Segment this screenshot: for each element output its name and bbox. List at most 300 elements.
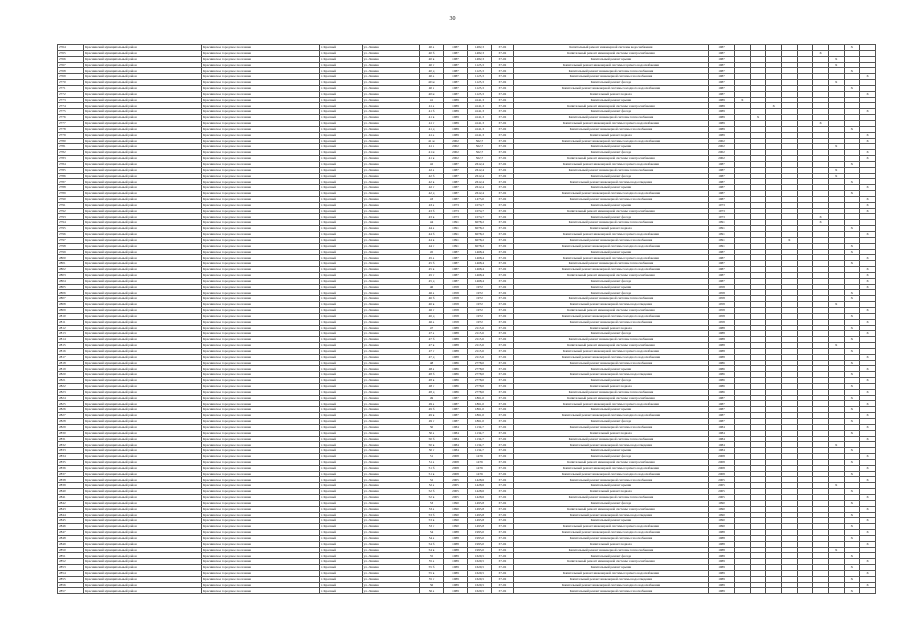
work-type-cell: Капитальный ремонт подвала <box>513 91 708 97</box>
year-cell: 1989 <box>443 565 467 571</box>
work-type-cell: Капитальный ремонт инженерной системы горячего водоснабжения <box>513 524 708 530</box>
row-number: 2784 <box>58 161 84 167</box>
work-type-cell: Капитальный ремонт инженерной системы газоснабжения <box>513 237 708 243</box>
year-cell: 2008 <box>443 471 467 477</box>
area-cell: 6078,2 <box>467 237 491 243</box>
city-cell: г. Красный <box>319 226 362 232</box>
district-cell: Краснинский муниципальный район <box>84 284 202 290</box>
street-cell: ул. Ленина <box>362 588 419 594</box>
city-cell: г. Красный <box>319 331 362 337</box>
street-cell: ул. Ленина <box>362 471 419 477</box>
row-number: 2844 <box>58 512 84 518</box>
district-cell: Краснинский муниципальный район <box>84 255 202 261</box>
street-cell: ул. Ленина <box>362 220 419 226</box>
code-cell: 37-02 <box>491 465 513 471</box>
city-cell: г. Красный <box>319 196 362 202</box>
year-cell: 1984 <box>443 436 467 442</box>
city-cell: г. Красный <box>319 389 362 395</box>
district-cell: Краснинский муниципальный район <box>84 383 202 389</box>
house-cell: 47 <box>420 325 444 331</box>
plan-year-cell: 1987 <box>708 56 734 62</box>
mark-cell: Х <box>844 535 860 541</box>
house-cell: 41 з <box>420 144 444 150</box>
city-cell: г. Красный <box>319 524 362 530</box>
settlement-cell: Краснинское городское поселение <box>201 220 319 226</box>
work-type-cell: Капитальный ремонт инженерной системы водоотведения <box>513 442 708 448</box>
house-cell: 49 г <box>420 419 444 425</box>
settlement-cell: Краснинское городское поселение <box>201 401 319 407</box>
year-cell: 1984 <box>443 430 467 436</box>
work-type-cell: Капитальный ремонт крыши <box>513 565 708 571</box>
house-cell: 51 б <box>420 465 444 471</box>
house-cell: 48 г <box>420 383 444 389</box>
area-cell: 1861,0 <box>467 413 491 419</box>
district-cell: Краснинский муниципальный район <box>84 419 202 425</box>
year-cell: 1988 <box>443 530 467 536</box>
settlement-cell: Краснинское городское поселение <box>201 325 319 331</box>
work-type-cell: Капитальный ремонт инженерной системы теплоснабжения <box>513 167 708 173</box>
street-cell: ул. Ленина <box>362 74 419 80</box>
year-cell: 1990 <box>443 506 467 512</box>
settlement-cell: Краснинское городское поселение <box>201 372 319 378</box>
street-cell: ул. Ленина <box>362 120 419 126</box>
city-cell: г. Красный <box>319 313 362 319</box>
area-cell: 1125,3 <box>467 91 491 97</box>
code-cell: 37-02 <box>491 313 513 319</box>
row-number: 2800 <box>58 255 84 261</box>
street-cell: ул. Ленина <box>362 465 419 471</box>
mark-cell <box>781 588 797 594</box>
code-cell: 37-02 <box>491 383 513 389</box>
district-cell: Краснинский муниципальный район <box>84 465 202 471</box>
area-cell: 4141,3 <box>467 132 491 138</box>
plan-year-cell: 1987 <box>708 267 734 273</box>
code-cell: 37-02 <box>491 454 513 460</box>
house-cell: 53 б <box>420 512 444 518</box>
house-cell: 53 а <box>420 506 444 512</box>
work-type-cell: Капитальный ремонт инженерной системы электроснабжения <box>513 272 708 278</box>
work-type-cell: Капитальный ремонт инженерной системы горячего водоснабжения <box>513 348 708 354</box>
street-cell: ул. Ленина <box>362 267 419 273</box>
settlement-cell: Краснинское городское поселение <box>201 307 319 313</box>
work-type-cell: Капитальный ремонт инженерной системы газоснабжения <box>513 74 708 80</box>
code-cell: 37-02 <box>491 430 513 436</box>
work-type-cell: Капитальный ремонт фасада <box>513 278 708 284</box>
code-cell: 37-02 <box>491 354 513 360</box>
house-cell: 40 а <box>420 45 444 51</box>
plan-year-cell: 1989 <box>708 126 734 132</box>
city-cell: г. Красный <box>319 319 362 325</box>
row-number: 2828 <box>58 419 84 425</box>
work-type-cell: Капитальный ремонт фасада <box>513 553 708 559</box>
settlement-cell: Краснинское городское поселение <box>201 576 319 582</box>
street-cell: ул. Ленина <box>362 144 419 150</box>
row-number: 2781 <box>58 144 84 150</box>
house-cell: 48 д <box>420 389 444 395</box>
mark-cell: Х <box>860 255 876 261</box>
street-cell: ул. Ленина <box>362 50 419 56</box>
mark-cell: Х <box>844 45 860 51</box>
plan-year-cell: 1987 <box>708 255 734 261</box>
street-cell: ул. Ленина <box>362 541 419 547</box>
settlement-cell: Краснинское городское поселение <box>201 226 319 232</box>
settlement-cell: Краснинское городское поселение <box>201 272 319 278</box>
settlement-cell: Краснинское городское поселение <box>201 62 319 68</box>
city-cell: г. Красный <box>319 413 362 419</box>
row-number: 2845 <box>58 518 84 524</box>
city-cell: г. Красный <box>319 290 362 296</box>
plan-year-cell: 1958 <box>708 290 734 296</box>
row-number: 2857 <box>58 588 84 594</box>
district-cell: Краснинский муниципальный район <box>84 541 202 547</box>
code-cell: 37-02 <box>491 179 513 185</box>
area-cell: 1468,4 <box>467 272 491 278</box>
area-cell: 2778,0 <box>467 389 491 395</box>
plan-year-cell: 1987 <box>708 161 734 167</box>
code-cell: 37-02 <box>491 348 513 354</box>
mark-cell: Х <box>813 220 829 226</box>
plan-year-cell: 1989 <box>708 115 734 121</box>
code-cell: 37-02 <box>491 185 513 191</box>
row-number: 2777 <box>58 120 84 126</box>
area-cell: 1972 <box>467 313 491 319</box>
house-cell: 40 б <box>420 50 444 56</box>
house-cell: 46 б <box>420 296 444 302</box>
street-cell: ул. Ленина <box>362 494 419 500</box>
city-cell: г. Красный <box>319 483 362 489</box>
row-number: 2783 <box>58 156 84 162</box>
work-type-cell: Капитальный ремонт инженерной системы теплоснабжения <box>513 337 708 343</box>
city-cell: г. Красный <box>319 208 362 214</box>
district-cell: Краснинский муниципальный район <box>84 45 202 51</box>
plan-year-cell: 1988 <box>708 348 734 354</box>
street-cell: ул. Ленина <box>362 226 419 232</box>
mark-cell: Х <box>860 389 876 395</box>
house-cell: 50 в <box>420 442 444 448</box>
code-cell: 37-02 <box>491 547 513 553</box>
code-cell: 37-02 <box>491 471 513 477</box>
area-cell: 1495,8 <box>467 512 491 518</box>
district-cell: Краснинский муниципальный район <box>84 91 202 97</box>
area-cell: 1428,6 <box>467 477 491 483</box>
plan-year-cell: 1984 <box>708 442 734 448</box>
city-cell: г. Красный <box>319 296 362 302</box>
code-cell: 37-02 <box>491 232 513 238</box>
city-cell: г. Красный <box>319 103 362 109</box>
row-number: 2843 <box>58 506 84 512</box>
area-cell: 6078,2 <box>467 232 491 238</box>
row-number: 2772 <box>58 91 84 97</box>
year-cell: 1989 <box>443 132 467 138</box>
plan-year-cell: 1987 <box>708 191 734 197</box>
year-cell: 2008 <box>443 465 467 471</box>
settlement-cell: Краснинское городское поселение <box>201 120 319 126</box>
area-cell: 1972 <box>467 296 491 302</box>
work-type-cell: Капитальный ремонт инженерной системы горячего водоснабжения <box>513 401 708 407</box>
mark-cell: Х <box>750 115 766 121</box>
district-cell: Краснинский муниципальный район <box>84 413 202 419</box>
row-number: 2838 <box>58 477 84 483</box>
house-cell: 42 в <box>420 179 444 185</box>
row-number: 2782 <box>58 150 84 156</box>
house-cell: 42 д <box>420 191 444 197</box>
settlement-cell: Краснинское городское поселение <box>201 395 319 401</box>
code-cell: 37-02 <box>491 366 513 372</box>
district-cell: Краснинский муниципальный район <box>84 331 202 337</box>
house-cell: 52 а <box>420 483 444 489</box>
row-number: 2852 <box>58 559 84 565</box>
settlement-cell: Краснинское городское поселение <box>201 80 319 86</box>
house-cell: 42 г <box>420 185 444 191</box>
work-type-cell: Капитальный ремонт инженерной системы горячего водоснабжения <box>513 62 708 68</box>
plan-year-cell: 2002 <box>708 138 734 144</box>
year-cell: 1990 <box>443 512 467 518</box>
year-cell: 1987 <box>443 407 467 413</box>
settlement-cell: Краснинское городское поселение <box>201 156 319 162</box>
row-number: 2840 <box>58 489 84 495</box>
settlement-cell: Краснинское городское поселение <box>201 237 319 243</box>
house-cell: 50 г <box>420 448 444 454</box>
house-cell: 41 к <box>420 156 444 162</box>
row-number: 2799 <box>58 249 84 255</box>
year-cell: 1987 <box>443 401 467 407</box>
settlement-cell: Краснинское городское поселение <box>201 144 319 150</box>
street-cell: ул. Ленина <box>362 325 419 331</box>
plan-year-cell: 1989 <box>708 559 734 565</box>
year-cell: 2005 <box>443 483 467 489</box>
work-type-cell: Капитальный ремонт инженерной системы водоотведения <box>513 179 708 185</box>
street-cell: ул. Ленина <box>362 565 419 571</box>
city-cell: г. Красный <box>319 541 362 547</box>
plan-year-cell: 1988 <box>708 331 734 337</box>
street-cell: ул. Ленина <box>362 500 419 506</box>
district-cell: Краснинский муниципальный район <box>84 506 202 512</box>
plan-year-cell: 1988 <box>708 343 734 349</box>
city-cell: г. Красный <box>319 68 362 74</box>
settlement-cell: Краснинское городское поселение <box>201 348 319 354</box>
area-cell: 1482,3 <box>467 45 491 51</box>
work-type-cell: Капитальный ремонт подвала <box>513 430 708 436</box>
plan-year-cell: 1987 <box>708 401 734 407</box>
district-cell: Краснинский муниципальный район <box>84 103 202 109</box>
district-cell: Краснинский муниципальный район <box>84 85 202 91</box>
street-cell: ул. Ленина <box>362 132 419 138</box>
city-cell: г. Красный <box>319 120 362 126</box>
street-cell: ул. Ленина <box>362 547 419 553</box>
row-number: 2786 <box>58 173 84 179</box>
city-cell: г. Красный <box>319 424 362 430</box>
plan-year-cell: 1991 <box>708 237 734 243</box>
settlement-cell: Краснинское городское поселение <box>201 494 319 500</box>
year-cell: 1987 <box>443 56 467 62</box>
row-number: 2768 <box>58 68 84 74</box>
area-cell: 1861,0 <box>467 401 491 407</box>
row-number: 2842 <box>58 500 84 506</box>
district-cell: Краснинский муниципальный район <box>84 191 202 197</box>
year-cell: 1988 <box>443 541 467 547</box>
street-cell: ул. Ленина <box>362 272 419 278</box>
mark-cell: Х <box>860 494 876 500</box>
street-cell: ул. Ленина <box>362 255 419 261</box>
city-cell: г. Красный <box>319 132 362 138</box>
house-cell: 46 г <box>420 307 444 313</box>
settlement-cell: Краснинское городское поселение <box>201 302 319 308</box>
mark-cell: Х <box>781 237 797 243</box>
street-cell: ул. Ленина <box>362 383 419 389</box>
plan-year-cell: 1987 <box>708 272 734 278</box>
work-type-cell: Капитальный ремонт инженерной системы теплоснабжения <box>513 261 708 267</box>
mark-cell: Х <box>860 477 876 483</box>
code-cell: 37-02 <box>491 343 513 349</box>
row-number: 2771 <box>58 85 84 91</box>
city-cell: г. Красный <box>319 471 362 477</box>
city-cell: г. Красный <box>319 109 362 115</box>
year-cell: 1987 <box>443 45 467 51</box>
house-cell: 44 в <box>420 237 444 243</box>
house-cell: 55 в <box>420 570 444 576</box>
city-cell: г. Красный <box>319 500 362 506</box>
area-cell: 1629,5 <box>467 565 491 571</box>
street-cell: ул. Ленина <box>362 313 419 319</box>
mark-cell: Х <box>860 530 876 536</box>
settlement-cell: Краснинское городское поселение <box>201 448 319 454</box>
settlement-cell: Краснинское городское поселение <box>201 243 319 249</box>
plan-year-cell: 1990 <box>708 524 734 530</box>
year-cell: 1984 <box>443 448 467 454</box>
year-cell: 1973 <box>443 214 467 220</box>
work-type-cell: Капитальный ремонт инженерной системы холодного водоснабжения <box>513 85 708 91</box>
row-number: 2846 <box>58 524 84 530</box>
mark-cell: Х <box>860 436 876 442</box>
work-type-cell: Капитальный ремонт инженерной системы горячего водоснабжения <box>513 120 708 126</box>
year-cell: 1987 <box>443 249 467 255</box>
row-number: 2785 <box>58 167 84 173</box>
year-cell: 2002 <box>443 138 467 144</box>
settlement-cell: Краснинское городское поселение <box>201 465 319 471</box>
plan-year-cell: 1988 <box>708 541 734 547</box>
year-cell: 1986 <box>443 378 467 384</box>
street-cell: ул. Ленина <box>362 167 419 173</box>
work-type-cell: Капитальный ремонт инженерной системы холодного водоснабжения <box>513 530 708 536</box>
house-cell: 42 б <box>420 173 444 179</box>
house-cell: 48 б <box>420 372 444 378</box>
settlement-cell: Краснинское городское поселение <box>201 179 319 185</box>
settlement-cell: Краснинское городское поселение <box>201 541 319 547</box>
row-number: 2807 <box>58 296 84 302</box>
year-cell: 1991 <box>443 243 467 249</box>
year-cell: 1958 <box>443 290 467 296</box>
work-type-cell: Капитальный ремонт подвала <box>513 226 708 232</box>
city-cell: г. Красный <box>319 167 362 173</box>
code-cell: 37-02 <box>491 237 513 243</box>
code-cell: 37-02 <box>491 56 513 62</box>
year-cell: 1987 <box>443 50 467 56</box>
house-cell: 47 а <box>420 331 444 337</box>
code-cell: 37-02 <box>491 565 513 571</box>
year-cell: 2002 <box>443 150 467 156</box>
mark-cell: Х <box>844 565 860 571</box>
year-cell: 1973 <box>443 208 467 214</box>
plan-year-cell: 1990 <box>708 518 734 524</box>
district-cell: Краснинский муниципальный район <box>84 407 202 413</box>
settlement-cell: Краснинское городское поселение <box>201 430 319 436</box>
district-cell: Краснинский муниципальный район <box>84 337 202 343</box>
area-cell: 1476 <box>467 465 491 471</box>
work-type-cell: Капитальный ремонт инженерной системы электроснабжения <box>513 156 708 162</box>
area-cell: 1468,4 <box>467 267 491 273</box>
code-cell: 37-02 <box>491 109 513 115</box>
street-cell: ул. Ленина <box>362 582 419 588</box>
city-cell: г. Красный <box>319 454 362 460</box>
mark-cell: Х <box>860 91 876 97</box>
city-cell: г. Красный <box>319 138 362 144</box>
area-cell: 1495,8 <box>467 518 491 524</box>
district-cell: Краснинский муниципальный район <box>84 436 202 442</box>
row-number: 2773 <box>58 97 84 103</box>
area-cell: 1125,3 <box>467 62 491 68</box>
city-cell: г. Красный <box>319 383 362 389</box>
work-type-cell: Капитальный ремонт крыши <box>513 284 708 290</box>
district-cell: Краснинский муниципальный район <box>84 237 202 243</box>
row-number: 2765 <box>58 50 84 56</box>
code-cell: 37-02 <box>491 173 513 179</box>
street-cell: ул. Ленина <box>362 109 419 115</box>
house-cell: 49 б <box>420 407 444 413</box>
work-type-cell: Капитальный ремонт инженерной системы теплоснабжения <box>513 296 708 302</box>
mark-cell: Х <box>860 196 876 202</box>
street-cell: ул. Ленина <box>362 524 419 530</box>
row-number: 2855 <box>58 576 84 582</box>
row-number: 2790 <box>58 196 84 202</box>
work-type-cell: Капитальный ремонт крыши <box>513 407 708 413</box>
mark-cell: Х <box>844 576 860 582</box>
district-cell: Краснинский муниципальный район <box>84 243 202 249</box>
district-cell: Краснинский муниципальный район <box>84 459 202 465</box>
house-cell: 54 в <box>420 547 444 553</box>
house-cell: 45 д <box>420 278 444 284</box>
work-type-cell: Капитальный ремонт инженерной системы электроснабжения <box>513 459 708 465</box>
code-cell: 37-02 <box>491 360 513 366</box>
district-cell: Краснинский муниципальный район <box>84 307 202 313</box>
plan-year-cell: 1973 <box>708 208 734 214</box>
plan-year-cell: 1987 <box>708 395 734 401</box>
year-cell: 1958 <box>443 296 467 302</box>
work-type-cell: Капитальный ремонт инженерной системы холодного водоснабжения <box>513 138 708 144</box>
house-cell: 47 б <box>420 337 444 343</box>
area-cell: 2612,4 <box>467 167 491 173</box>
area-cell: 1125,3 <box>467 74 491 80</box>
street-cell: ул. Ленина <box>362 576 419 582</box>
mark-cell: Х <box>828 144 844 150</box>
row-number: 2769 <box>58 74 84 80</box>
year-cell: 1989 <box>443 588 467 594</box>
street-cell: ул. Ленина <box>362 407 419 413</box>
area-cell: 2115,6 <box>467 331 491 337</box>
row-number: 2822 <box>58 383 84 389</box>
row-number: 2851 <box>58 553 84 559</box>
house-cell: 40 ж <box>420 80 444 86</box>
code-cell: 37-02 <box>491 395 513 401</box>
mark-cell <box>766 588 782 594</box>
street-cell: ул. Ленина <box>362 296 419 302</box>
area-cell: 1134,7 <box>467 430 491 436</box>
area-cell: 1995,0 <box>467 547 491 553</box>
street-cell: ул. Ленина <box>362 278 419 284</box>
work-type-cell: Капитальный ремонт фасада <box>513 331 708 337</box>
row-number: 2780 <box>58 138 84 144</box>
plan-year-cell: 1989 <box>708 132 734 138</box>
plan-year-cell: 1987 <box>708 62 734 68</box>
